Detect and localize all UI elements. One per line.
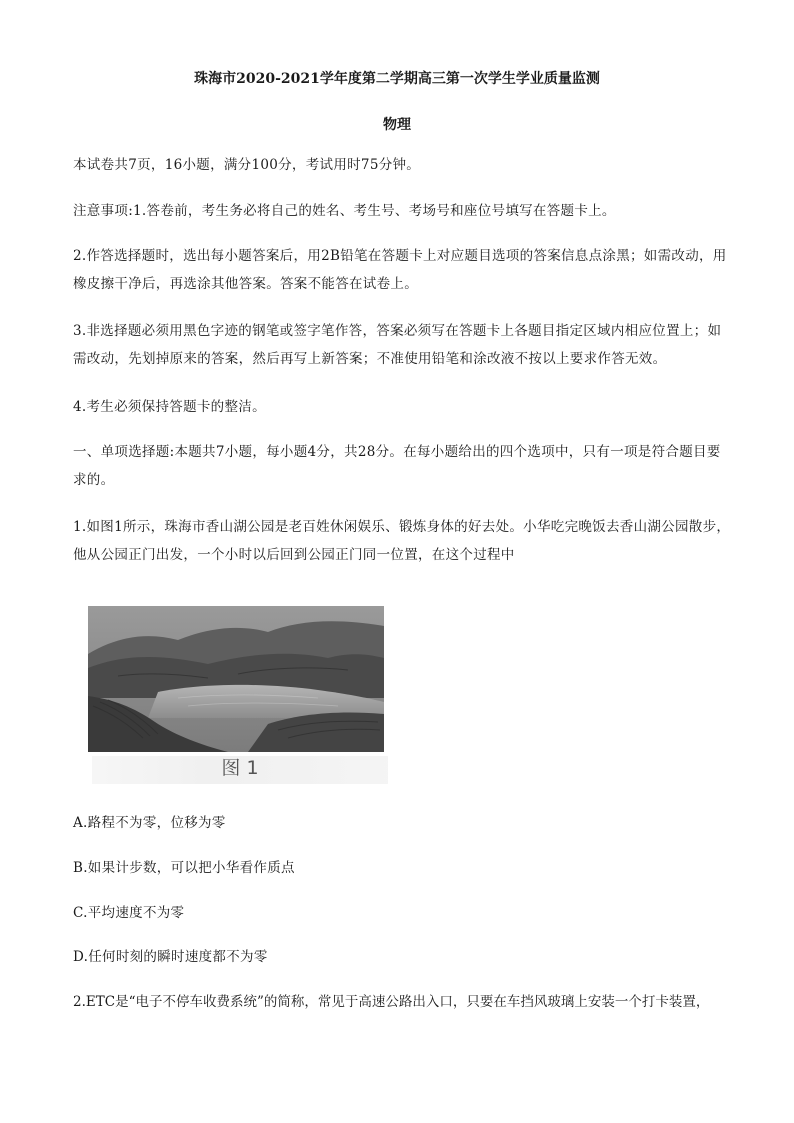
option-a: A.路程不为零，位移为零 (73, 815, 226, 831)
figure-caption: 图 1 (221, 757, 259, 779)
question-1-stem: 1.如图1所示，珠海市香山湖公园是老百姓休闲娱乐、锻炼身体的好去处。小华吃完晚饭去香山湖公园散步，他从公园正门出发，一个小时以后回到公园正门同一位置，在这个过程中 (73, 519, 731, 563)
option-d: D.任何时刻的瞬时速度都不为零 (73, 949, 268, 965)
park-photo (88, 606, 384, 752)
question-2-stem: 2.ETC是“电子不停车收费系统”的简称，常见于高速公路出入口，只要在车挡风玻璃上安装一个打卡装置， (73, 994, 710, 1010)
subject-title: 物理 (383, 117, 411, 133)
notice-3: 3.非选择题必须用黑色字迹的钢笔或签字笔作答，答案必须写在答题卡上各题目指定区域内相应位置上；如需改动，先划掉原来的答案，然后再写上新答案；不准使用铅笔和涂改液不按以上要求作答无效。 (73, 323, 722, 367)
option-b: B.如果计步数，可以把小华看作质点 (73, 860, 295, 876)
option-c: C.平均速度不为零 (73, 905, 185, 921)
notice-2: 2.作答选择题时，选出每小题答案后，用2B铅笔在答题卡上对应题目选项的答案信息点涂黑；如需改动，用橡皮擦干净后，再选涂其他答案。答案不能答在试卷上。 (73, 248, 727, 292)
exam-summary: 本试卷共7页，16小题，满分100分，考试用时75分钟。 (73, 157, 421, 173)
notice-1: 注意事项:1.答卷前，考生务必将自己的姓名、考生号、考场号和座位号填写在答题卡上。 (73, 203, 616, 219)
exam-title: 珠海市2020-2021学年度第二学期高三第一次学生学业质量监测 (194, 71, 600, 87)
notice-4: 4.考生必须保持答题卡的整洁。 (73, 399, 266, 415)
section-heading: 一、单项选择题:本题共7小题，每小题4分，共28分。在每小题给出的四个选项中，只有一项是符合题目要求的。 (73, 444, 721, 488)
